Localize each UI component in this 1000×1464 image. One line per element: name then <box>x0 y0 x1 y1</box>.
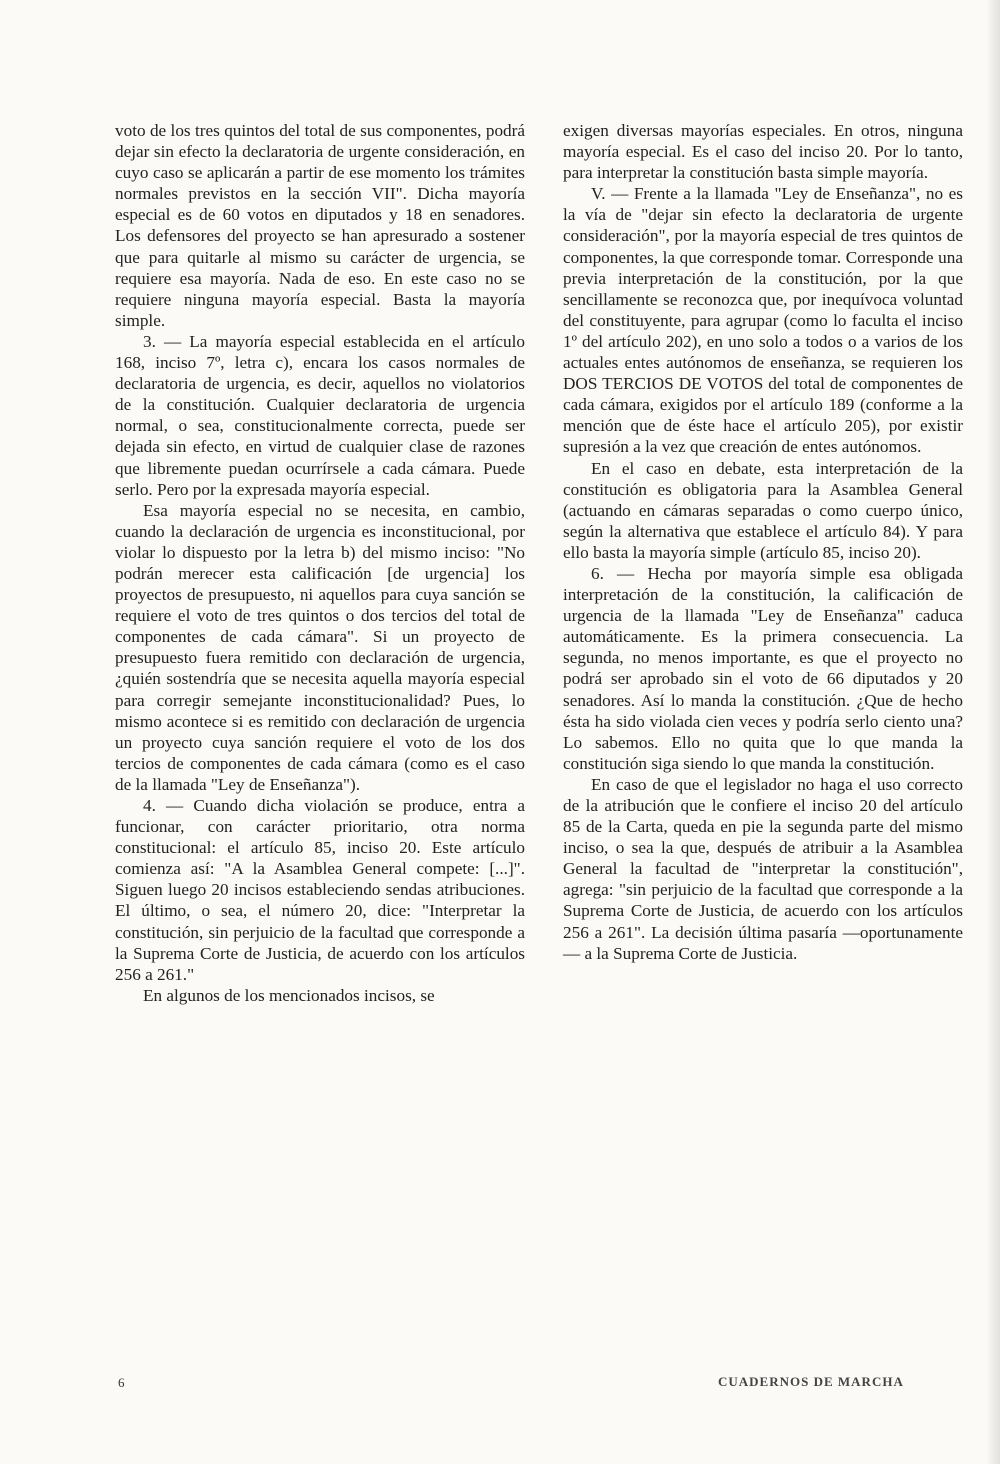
paragraph: 4. — Cuando dicha violación se produce, entra a funcionar, con carácter prioritario, otra norma constitucional: el artículo 85, inciso 20. Este artículo comienza así: "A la Asamblea General compete: [...]". Siguen luego 20 incisos estableciendo sendas atribuciones. El último, o sea, el número 20, dice: "Interpretar la constitución, sin perjuicio de la facultad que corresponde a la Suprema Corte de Justicia, de acuerdo con los artículos 256 a 261." <box>115 796 525 984</box>
right-column <box>563 120 963 964</box>
paragraph: 6. — Hecha por mayoría simple esa obligada interpretación de la constitución, la calificación de urgencia de la llamada "Ley de Enseñanza" caduca automáticamente. Es la primera consecuencia. La segunda, no menos importante, es que el proyecto no podrá ser aprobado sin el voto de 66 diputados y 20 senadores. Así lo manda la constitución. ¿Que de hecho ésta ha sido violada cien veces y podría serlo ciento una? Lo sabemos. Ello no quita que lo que manda la constitución siga siendo lo que manda la constitución. <box>563 563 963 773</box>
paragraph: En caso de que el legislador no haga el uso correcto de la atribución que le confiere el inciso 20 del artículo 85 de la Carta, queda en pie la segunda parte del mismo inciso, o sea la que, después de atribuir a la Asamblea General la facultad de "interpretar la constitución", agrega: "sin perjuicio de la facultad que corresponde a la Suprema Corte de Justicia, de acuerdo con los artículos 256 a 261". La decisión última pasaría —oportunamente— a la Suprema Corte de Justicia. <box>563 774 963 963</box>
paragraph: voto de los tres quintos del total de sus componentes, podrá dejar sin efecto la declaratoria de urgente consideración, en cuyo caso se aplicarán a partir de ese momento los trámites normales previstos en la sección VII". Dicha mayoría especial es de 60 votos en diputados y 18 en senadores. Los defensores del proyecto se han apresurado a sostener que para quitarle al mismo su carácter de urgencia, se requiere esa mayoría. Nada de eso. En este caso no se requiere ninguna mayoría especial. Basta la mayoría simple. <box>115 121 525 330</box>
left-column <box>115 120 525 1006</box>
paragraph: En algunos de los mencionados incisos, se <box>143 985 435 1005</box>
paragraph: En el caso en debate, esta interpretación de la constitución es obligatoria para la Asamblea General (actuando en cámaras separadas o como cuerpo único, según la alternativa que establece el artículo 84). Y para ello basta la mayoría simple (artículo 85, inciso 20). <box>563 458 963 562</box>
scan-edge-shadow <box>986 0 1000 1464</box>
publication-masthead: CUADERNOS DE MARCHA <box>718 1374 904 1389</box>
paragraph: 3. — La mayoría especial establecida en el artículo 168, inciso 7º, letra c), encara los casos normales de declaratoria de urgencia, es decir, aquellos no violatorios de la constitución. Cualquier declaratoria de urgencia normal, o sea, constitucionalmente correcta, puede ser dejada sin efecto, en virtud de cualquier clase de razones que libremente puedan ocurrírsele a cada cámara. Puede serlo. Pero por la expresada mayoría especial. <box>115 331 525 499</box>
paragraph: exigen diversas mayorías especiales. En otros, ninguna mayoría especial. Es el caso del inciso 20. Por lo tanto, para interpretar la constitución basta simple mayoría. <box>563 121 963 183</box>
page-number: 6 <box>118 1375 125 1390</box>
paragraph: Esa mayoría especial no se necesita, en cambio, cuando la declaración de urgencia es inconstitucional, por violar lo dispuesto por la letra b) del mismo inciso: "No podrán merecer esta calificación [de urgencia] los proyectos de presupuesto, ni aquellos para cuya sanción se requiere el voto de tres quintos o dos tercios del total de componentes de cada cámara". Si un proyecto de presupuesto fuera remitido con declaración de urgencia, ¿quién sostendría que se necesita aquella mayoría especial para corregir semejante inconstitucionalidad? Pues, lo mismo acontece si es remitido con declaración de urgencia un proyecto cuya sanción requiere el voto de los dos tercios de componentes de cada cámara (como es el caso de la llamada "Ley de Enseñanza"). <box>115 500 525 794</box>
paragraph: V. — Frente a la llamada "Ley de Enseñanza", no es la vía de "dejar sin efecto la declaratoria de urgente consideración", por la mayoría especial de tres quintos de componentes, la que corresponde tomar. Corresponde una previa interpretación de la constitución, por la que sencillamente se reconozca que, por inequívoca voluntad del constituyente, para agrupar (como lo faculta el inciso 1º del artículo 202), en uno solo a todos o a varios de los actuales entes autónomos de enseñanza, se requieren los DOS TERCIOS DE VOTOS del total de componentes de cada cámara, exigidos por el artículo 189 (conforme a la mención que de éste hace el artículo 205), por existir supresión a la vez que creación de entes autónomos. <box>563 184 963 457</box>
